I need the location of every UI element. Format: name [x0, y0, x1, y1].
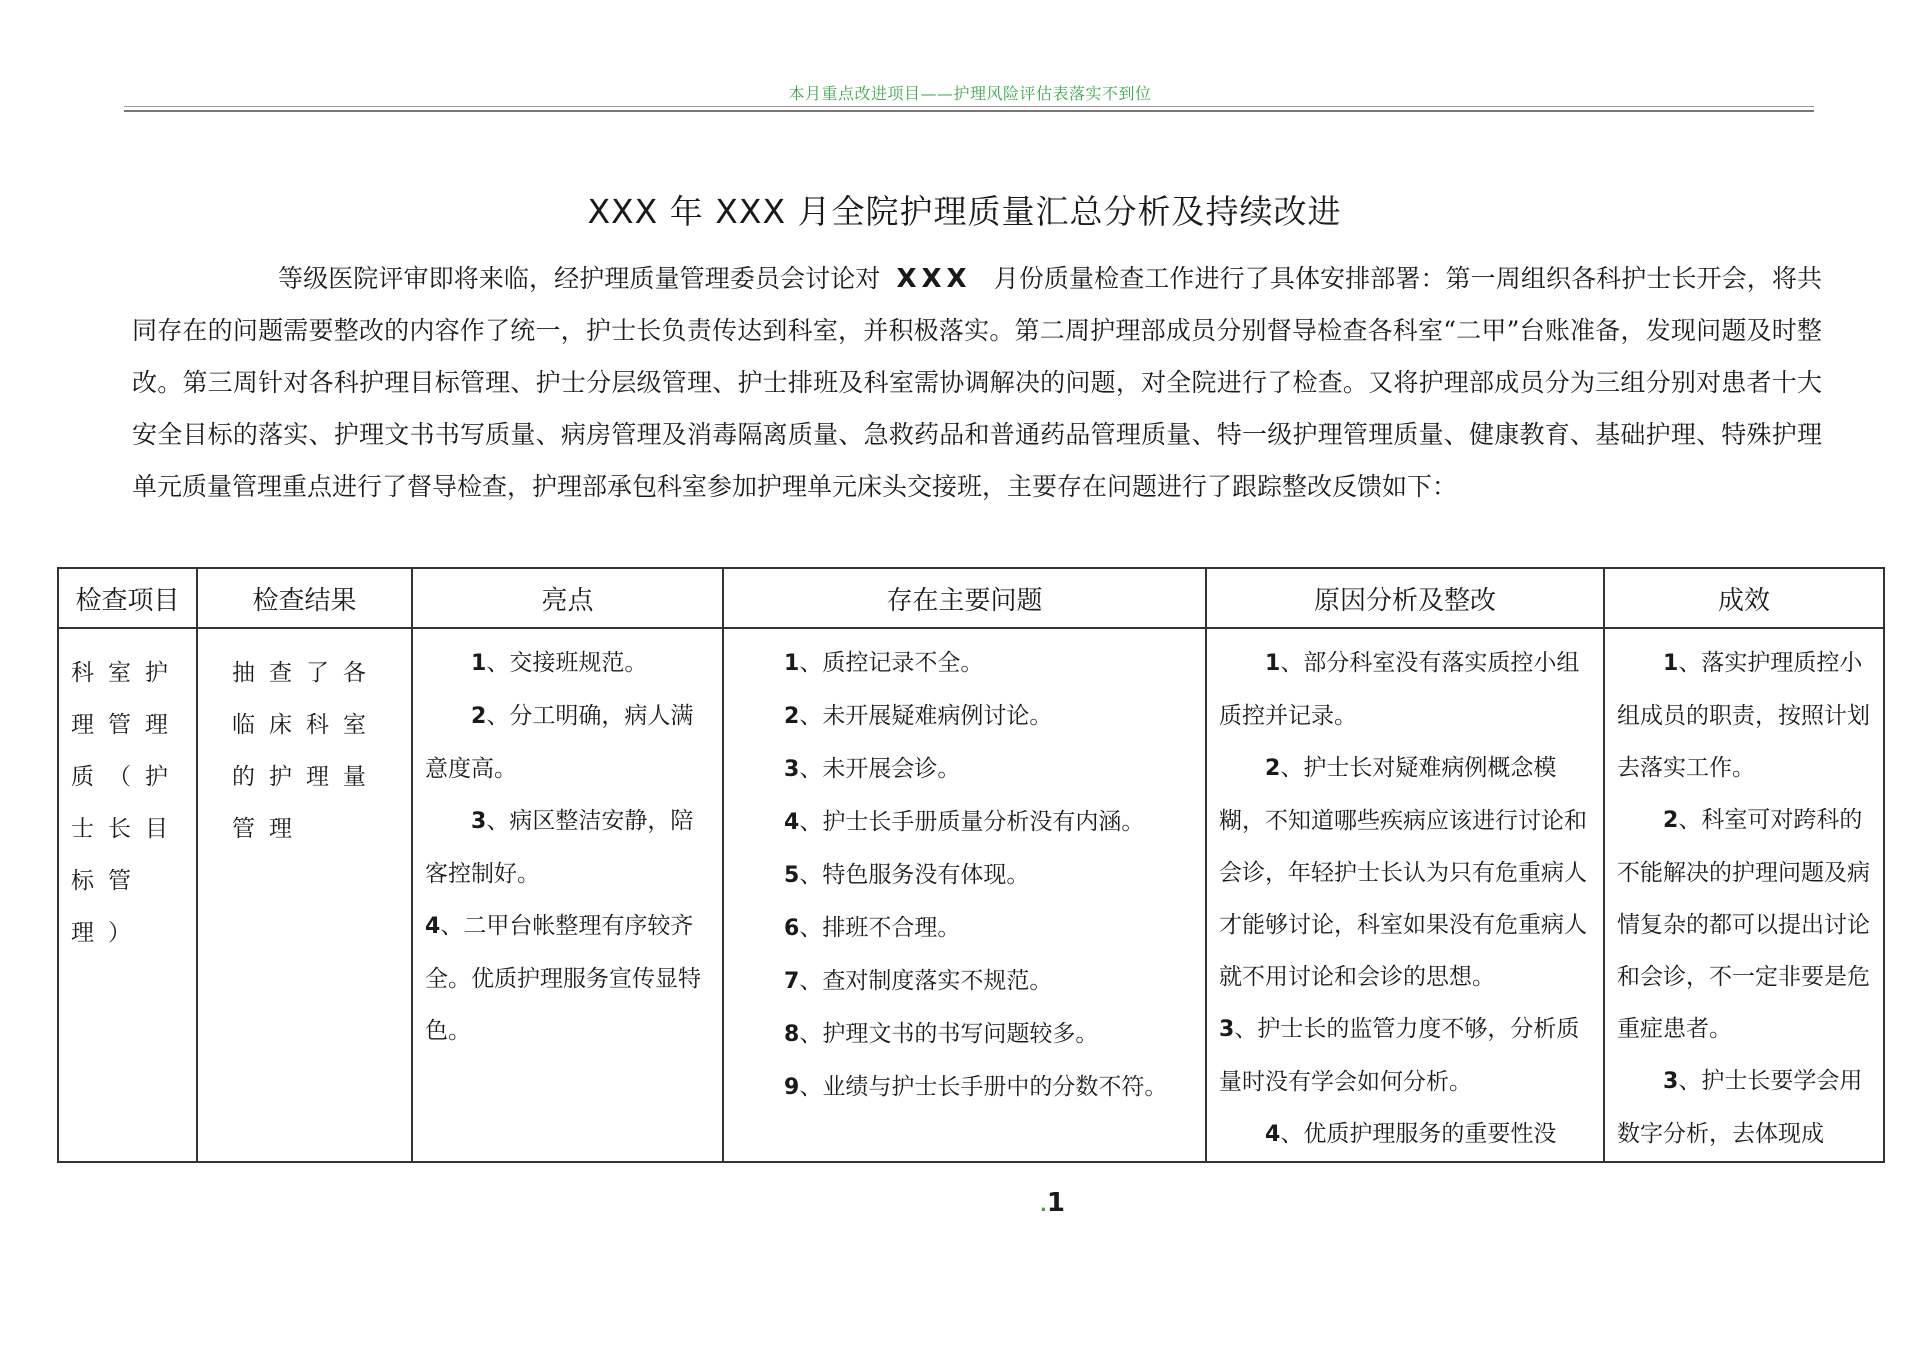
- page-title: XXX 年 XXX 月全院护理质量汇总分析及持续改进: [587, 192, 1342, 231]
- intro-text-after: 月份质量检查工作进行了具体安排部署：第一周组织各科护士长开会，将共同存在的问题需要整改的内容作了统一，护士长负责传达到科室，并积极落实。第二周护理部成员分别督导检查各科室“二甲”台账准备，发现问题及时整改。第三周针对各科护理目标管理、护士分层级管理、护士排班及科室需协调解决的问题，对全院进行了检查。又将护理部成员分为三组分别对患者十大安全目标的落实、护理文书书写质量、病房管理及消毒隔离质量、急救药品和普通药品管理质量、特一级护理管理质量、健康教育、基础护理、特殊护理单元质量管理重点进行了督导检查，护理部承包科室参加护理单元床头交接班，主要存在问题进行了跟踪整改反馈如下：: [132, 264, 1822, 501]
- list-item: 2、科室可对跨科的不能解决的护理问题及病情复杂的都可以提出讨论和会诊，不一定非要是危重症患者。: [1617, 807, 1870, 1042]
- col-header-effects: 成效: [1604, 568, 1884, 628]
- list-item: 4、优质护理服务的重要性没: [1265, 1121, 1557, 1147]
- cell-effects: [1604, 628, 1884, 1162]
- list-item: 9、业绩与护士长手册中的分数不符。: [784, 1074, 1168, 1100]
- list-item: 1、质控记录不全。: [784, 650, 984, 676]
- intro-emph-month: XXX: [896, 264, 972, 294]
- list-item: 8、护理文书的书写问题较多。: [784, 1021, 1099, 1047]
- list-item: 5、特色服务没有体现。: [784, 862, 1030, 888]
- cell-analysis: [1206, 628, 1604, 1162]
- col-header-result: 检查结果: [197, 568, 412, 628]
- list-item: 1、落实护理质控小组成员的职责，按照计划去落实工作。: [1617, 650, 1870, 781]
- cell-result: 抽查了各临床科室的护理量管理: [197, 628, 412, 1162]
- list-item: 2、护士长对疑难病例概念模糊，不知道哪些疾病应该进行讨论和会诊，年轻护士长认为只有危重病人才能够讨论，科室如果没有危重病人就不用讨论和会诊的思想。: [1219, 755, 1587, 990]
- col-header-highlights: 亮点: [412, 568, 723, 628]
- table-row: [58, 628, 1884, 1162]
- page-number-dot: .: [1040, 1195, 1047, 1216]
- col-header-item: 检查项目: [58, 568, 197, 628]
- list-item: 1、交接班规范。: [471, 650, 648, 676]
- quality-table: [57, 567, 1885, 1163]
- list-item: 3、护士长的监管力度不够，分析质量时没有学会如何分析。: [1219, 1016, 1580, 1095]
- list-item: 4、护士长手册质量分析没有内涵。: [784, 809, 1145, 835]
- header-rule-bottom: [124, 110, 1814, 112]
- intro-paragraph: [132, 253, 1822, 513]
- list-item: 3、病区整洁安静，陪客控制好。: [425, 808, 694, 887]
- intro-text-before: 等级医院评审即将来临，经护理质量管理委员会讨论对: [278, 264, 881, 293]
- col-header-analysis: 原因分析及整改: [1206, 568, 1604, 628]
- list-item: 2、未开展疑难病例讨论。: [784, 703, 1053, 729]
- cell-item: 科室护理管理质（护士长目标管理）: [58, 628, 197, 1162]
- list-item: 6、排班不合理。: [784, 915, 961, 941]
- running-header: 本月重点改进项目——护理风险评估表落实不到位: [788, 84, 1152, 103]
- list-item: 4、二甲台帐整理有序较齐全。优质护理服务宣传显特色。: [425, 913, 701, 1044]
- list-item: 3、护士长要学会用数字分析，去体现成: [1617, 1068, 1863, 1147]
- cell-problems: [723, 628, 1206, 1162]
- page-number-value: 1: [1046, 1188, 1065, 1218]
- page-number: [1040, 1188, 1065, 1218]
- list-item: 2、分工明确，病人满意度高。: [425, 703, 694, 782]
- header-rule-top: [124, 106, 1814, 107]
- list-item: 1、部分科室没有落实质控小组质控并记录。: [1219, 650, 1580, 729]
- list-item: 7、查对制度落实不规范。: [784, 968, 1053, 994]
- list-item: 3、未开展会诊。: [784, 756, 961, 782]
- col-header-problems: 存在主要问题: [723, 568, 1206, 628]
- cell-highlights: [412, 628, 723, 1162]
- table-header-row: [58, 568, 1884, 628]
